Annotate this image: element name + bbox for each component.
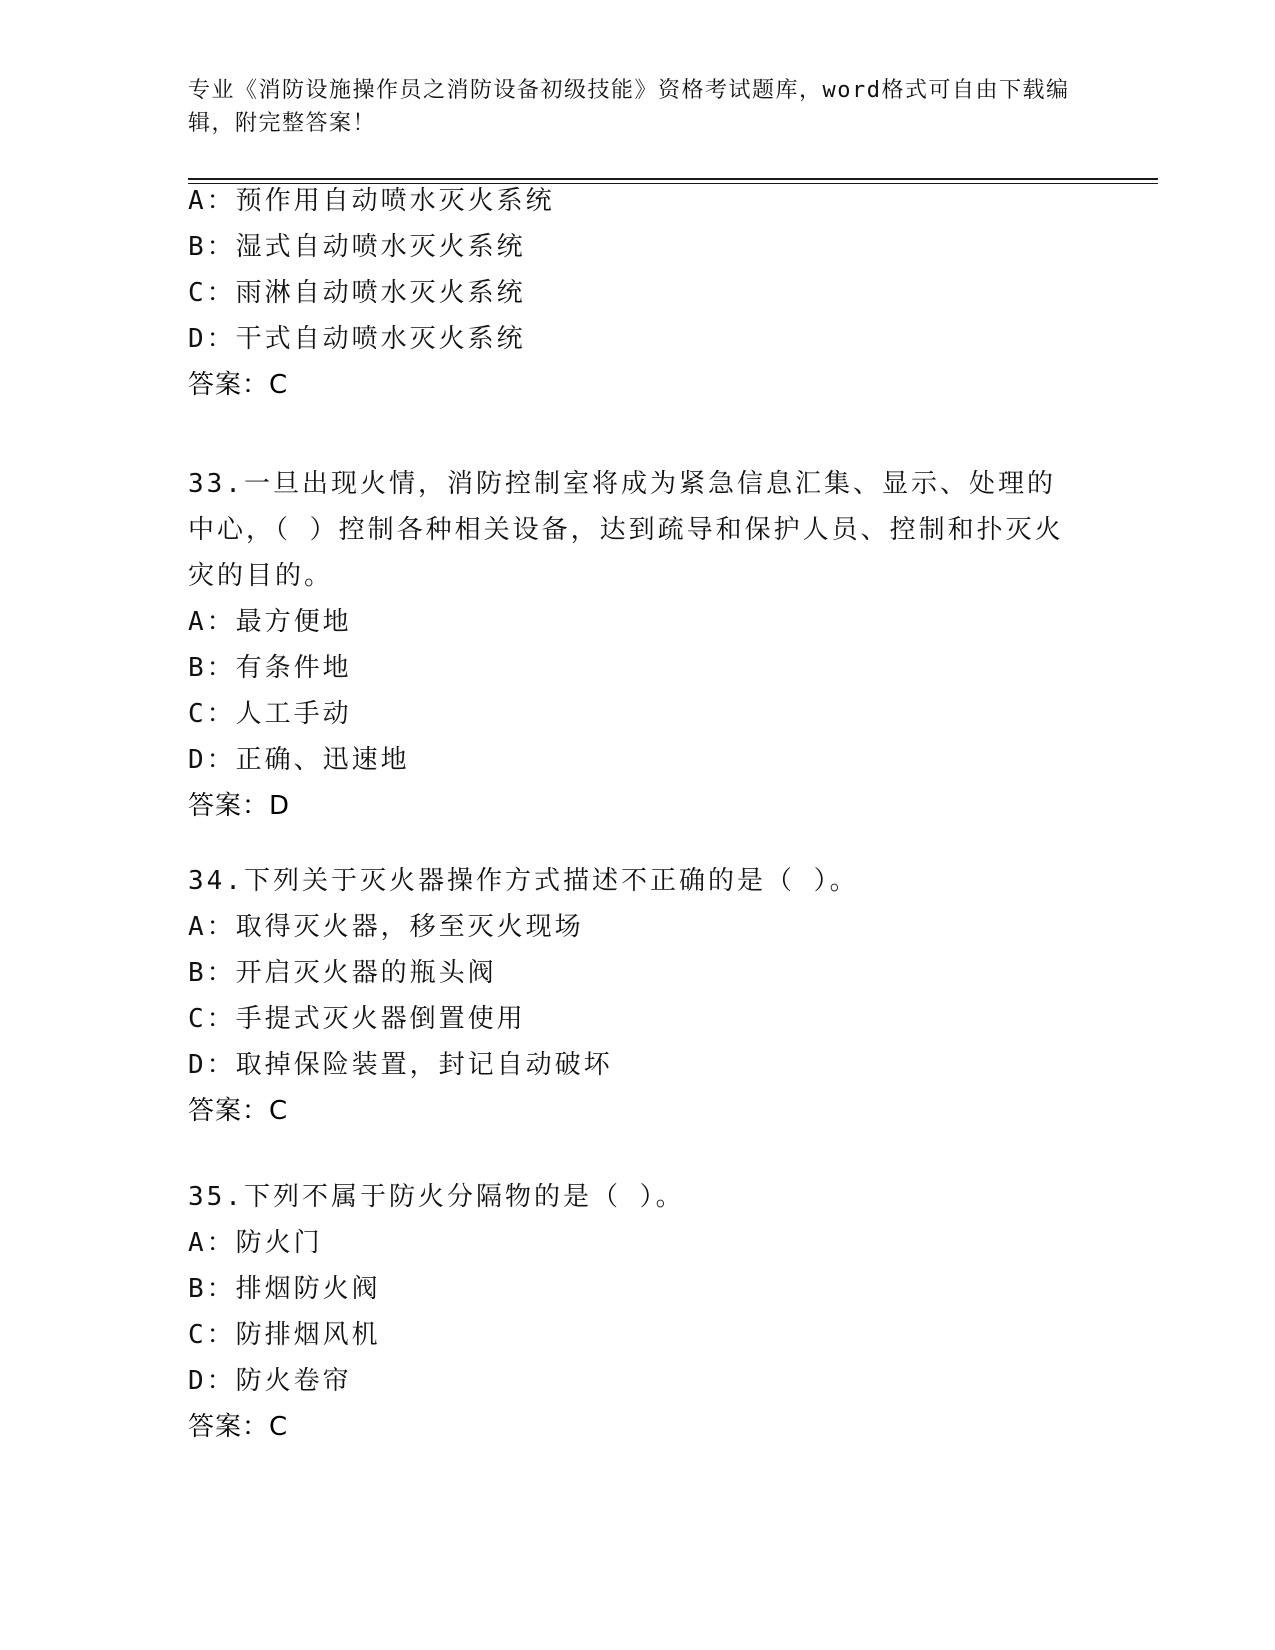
header-note: 专业《消防设施操作员之消防设备初级技能》资格考试题库，word格式可自由下载编辑，附完整答案！ xyxy=(188,78,1070,136)
option-c: C：人工手动 xyxy=(188,699,352,729)
answer: 答案：C xyxy=(188,1412,289,1442)
question-stem: 35.下列不属于防火分隔物的是（ ）。 xyxy=(188,1182,685,1212)
option-b: B：开启灭火器的瓶头阀 xyxy=(188,958,497,988)
option-d: D：正确、迅速地 xyxy=(188,745,410,775)
answer: 答案：D xyxy=(188,791,291,821)
option-a: A：预作用自动喷水灭火系统 xyxy=(188,186,555,216)
option-c: C：防排烟风机 xyxy=(188,1320,381,1350)
option-a: A：取得灭火器，移至灭火现场 xyxy=(188,912,584,942)
option-d: D：取掉保险装置，封记自动破坏 xyxy=(188,1050,613,1080)
option-d: D：干式自动喷水灭火系统 xyxy=(188,324,526,354)
question-stem: 33.一旦出现火情，消防控制室将成为紧急信息汇集、显示、处理的中心，（ ）控制各种相关设备，达到疏导和保护人员、控制和扑灭火灾的目的。 xyxy=(188,469,1064,591)
option-b: B：湿式自动喷水灭火系统 xyxy=(188,232,526,262)
option-d: D：防火卷帘 xyxy=(188,1366,352,1396)
answer: 答案：C xyxy=(188,1096,289,1126)
option-c: C：手提式灭火器倒置使用 xyxy=(188,1004,526,1034)
option-a: A：防火门 xyxy=(188,1228,323,1258)
option-b: B：排烟防火阀 xyxy=(188,1274,381,1304)
option-b: B：有条件地 xyxy=(188,653,352,683)
question-35 xyxy=(188,1174,1088,1450)
question-34 xyxy=(188,858,1088,1134)
answer: 答案：C xyxy=(188,370,289,400)
option-c: C：雨淋自动喷水灭火系统 xyxy=(188,278,526,308)
question-33 xyxy=(188,461,1088,829)
question-32 xyxy=(188,178,1088,408)
option-a: A：最方便地 xyxy=(188,607,352,637)
question-stem: 34.下列关于灭火器操作方式描述不正确的是（ ）。 xyxy=(188,866,859,896)
